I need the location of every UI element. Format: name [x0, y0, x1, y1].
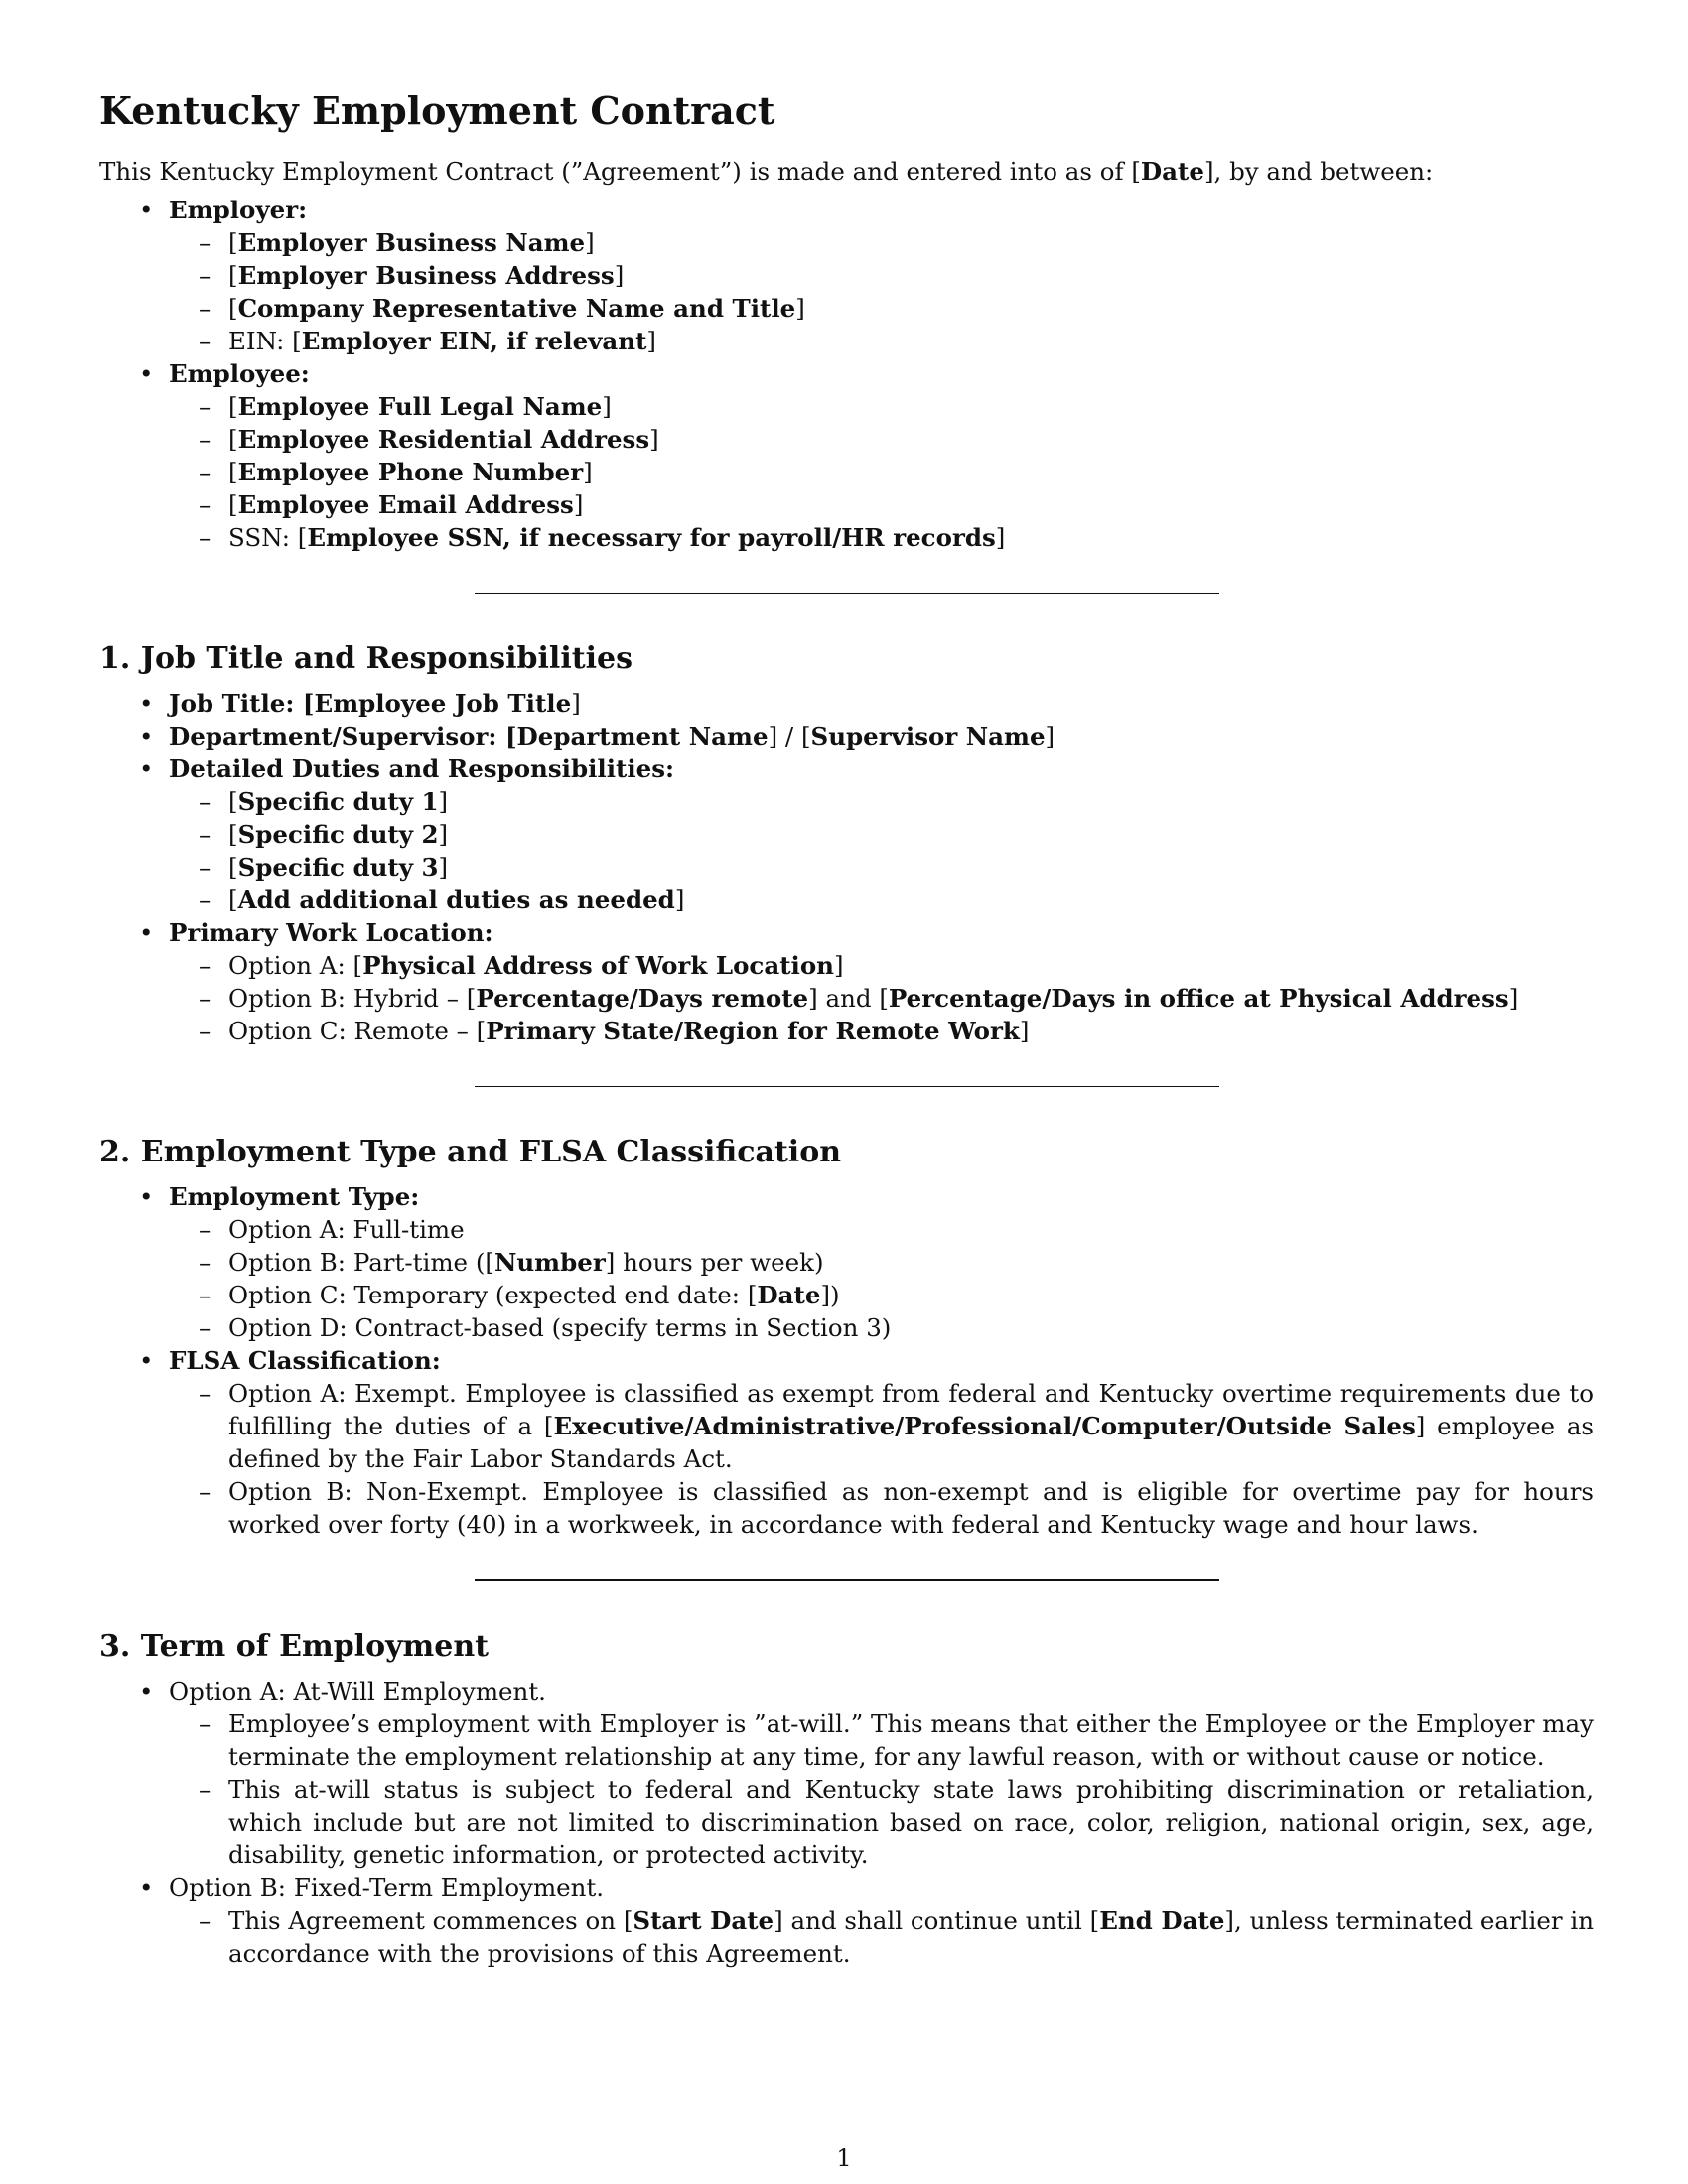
list-item: • Option A: At-Will Employment. – Employee’s employment with Employer is ”at-will.” This means that either the Employee or the Employer may terminate the employment relationship at any time, for any lawful reason, with or without cause or notice. – This at-will status is subject to federal and Kentucky state laws prohibiting discrimination or retaliation, which include but are not limited to discrimination based on race, color, religion, national origin, sex, age, disability, genetic information, or protected activity. — [169, 1675, 1594, 1871]
list-item: • Employee: – [Employee Full Legal Name] – [Employee Residential Address] – [Employee Phone Number] – [Employee Email Address] – SSN: [Employee SSN, if necessary for payroll/HR records] — [169, 357, 1594, 554]
list-item: – [Specific duty 1] — [228, 785, 1594, 818]
list-item: – This Agreement commences on [Start Date] and shall continue until [End Date], unless terminated earlier in accordance with the provisions of this Agreement. — [228, 1904, 1594, 1970]
list-item: – Option B: Part-time ([Number] hours per week) — [228, 1246, 1594, 1279]
list-item: – Option A: [Physical Address of Work Location] — [228, 949, 1594, 982]
list-item: – Option A: Exempt. Employee is classified as exempt from federal and Kentucky overtime requirements due to fulfilling the duties of a [Executive/Administrative/Professional/Computer/Outside Sales] employee as defined by the Fair Labor Standards Act. — [228, 1377, 1594, 1475]
list-item: • FLSA Classification: – Option A: Exempt. Employee is classified as exempt from federal and Kentucky overtime requirements due to fulfilling the duties of a [Executive/Administrative/Professional/Computer/Outside Sales] employee as defined by the Fair Labor Standards Act. – Option B: Non-Exempt. Employee is classified as non-exempt and is eligible for overtime pay for hours worked over forty (40) in a workweek, in accordance with federal and Kentucky wage and hour laws. — [169, 1344, 1594, 1541]
section-heading: 3. Term of Employment — [99, 1629, 490, 1664]
list-item: • Job Title: [Employee Job Title] — [169, 687, 1594, 720]
section-divider — [475, 1086, 1219, 1087]
list-item: – Option D: Contract-based (specify terms in Section 3) — [228, 1311, 1594, 1344]
section-divider — [475, 1579, 1219, 1581]
list-item: – [Employee Residential Address] — [228, 423, 1594, 456]
list-item: – [Employee Email Address] — [228, 488, 1594, 521]
list-item: – Employee’s employment with Employer is ”at-will.” This means that either the Employee or the Employer may terminate the employment relationship at any time, for any lawful reason, with or without cause or notice. — [228, 1707, 1594, 1773]
page-number: 1 — [836, 2144, 852, 2172]
list-item: – SSN: [Employee SSN, if necessary for payroll/HR records] — [228, 521, 1594, 554]
list-item: • Primary Work Location: – Option A: [Physical Address of Work Location] – Option B: Hybrid – [Percentage/Days remote] and [Percentage/Days in office at Physical Address] – Option C: Remote – [Primary State/Region for Remote Work] — [169, 916, 1594, 1047]
list-item: – This at-will status is subject to federal and Kentucky state laws prohibiting discrimination or retaliation, which include but are not limited to discrimination based on race, color, religion, national origin, sex, age, disability, genetic information, or protected activity. — [228, 1773, 1594, 1871]
list-item: • Department/Supervisor: [Department Name] / [Supervisor Name] — [169, 720, 1594, 752]
list-item: • Employment Type: – Option A: Full-time – Option B: Part-time ([Number] hours per week) – Option C: Temporary (expected end date: [Date]) – Option D: Contract-based (specify terms in Section 3) — [169, 1180, 1594, 1344]
list-item: – [Employee Phone Number] — [228, 456, 1594, 488]
document-page — [99, 81, 1594, 1970]
list-item: – Option C: Temporary (expected end date: [Date]) — [228, 1279, 1594, 1311]
parties-list — [99, 194, 1594, 554]
list-item: – Option C: Remote – [Primary State/Region for Remote Work] — [228, 1015, 1594, 1047]
list-item: – Option B: Hybrid – [Percentage/Days remote] and [Percentage/Days in office at Physical Address] — [228, 982, 1594, 1015]
list-item: – Option A: Full-time — [228, 1213, 1594, 1246]
section-2 — [99, 1135, 1594, 1541]
intro-date: Date — [1140, 157, 1204, 186]
list-item: – [Company Representative Name and Title] — [228, 292, 1594, 325]
list-item: • Employer: – [Employer Business Name] – [Employer Business Address] – [Company Representative Name and Title] – EIN: [Employer EIN, if relevant] — [169, 194, 1594, 357]
section-heading: 2. Employment Type and FLSA Classification — [99, 1135, 842, 1169]
list-item: – [Specific duty 3] — [228, 851, 1594, 884]
section-1 — [99, 641, 1594, 1047]
list-item: – [Add additional duties as needed] — [228, 884, 1594, 916]
list-item: – Option B: Non-Exempt. Employee is classified as non-exempt and is eligible for overtime pay for hours worked over forty (40) in a workweek, in accordance with federal and Kentucky wage and hour laws. — [228, 1475, 1594, 1541]
document-title: Kentucky Employment Contract — [99, 88, 775, 133]
section-heading: 1. Job Title and Responsibilities — [99, 641, 633, 676]
intro-paragraph: This Kentucky Employment Contract (”Agreement”) is made and entered into as of [Date], by and between: — [99, 157, 1434, 186]
list-item: – EIN: [Employer EIN, if relevant] — [228, 325, 1594, 357]
list-item: • Detailed Duties and Responsibilities: – [Specific duty 1] – [Specific duty 2] – [Specific duty 3] – [Add additional duties as needed] — [169, 752, 1594, 916]
list-item: – [Specific duty 2] — [228, 818, 1594, 851]
section-divider — [475, 593, 1219, 594]
list-item: – [Employer Business Name] — [228, 226, 1594, 259]
list-item: • Option B: Fixed-Term Employment. – This Agreement commences on [Start Date] and shall continue until [End Date], unless terminated earlier in accordance with the provisions of this Agreement. — [169, 1871, 1594, 1970]
list-item: – [Employee Full Legal Name] — [228, 390, 1594, 423]
list-item: – [Employer Business Address] — [228, 259, 1594, 292]
section-3 — [99, 1629, 1594, 1970]
